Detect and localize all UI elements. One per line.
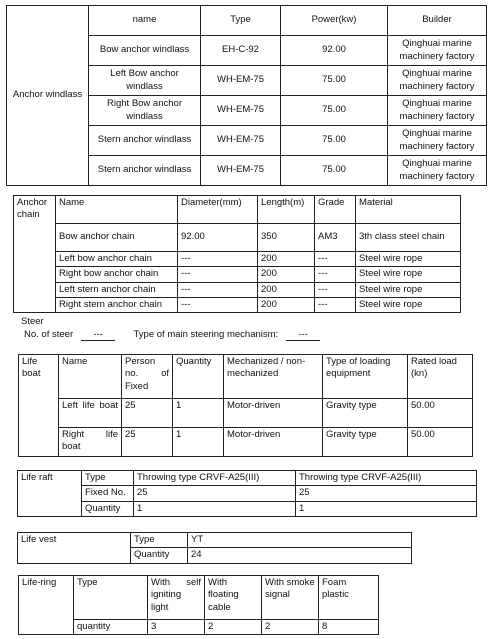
windlass-header-builder: Builder bbox=[388, 6, 487, 36]
chain-diameter: --- bbox=[178, 267, 258, 282]
lifeboat-header-loading: Type of loading equipment bbox=[323, 355, 408, 399]
lifering-quantity: 3 bbox=[148, 620, 205, 635]
chain-header-grade: Grade bbox=[315, 196, 356, 224]
lifering-type: With self igniting light bbox=[148, 576, 205, 620]
anchor-chain-table bbox=[13, 195, 461, 313]
liferaft-value: Throwing type CRVF-A25(III) bbox=[296, 471, 477, 486]
lifering-type-label: Type bbox=[74, 576, 148, 620]
lifeboat-person: 25 bbox=[122, 399, 173, 428]
lifering-quantity: 2 bbox=[205, 620, 262, 635]
windlass-type: WH-EM-75 bbox=[201, 126, 281, 156]
lifeboat-loading: Gravity type bbox=[323, 428, 408, 457]
windlass-name: Left Bow anchor windlass bbox=[89, 66, 201, 96]
lifeboat-mechanized: Motor-driven bbox=[224, 399, 323, 428]
lifevest-value: YT bbox=[188, 533, 412, 548]
chain-diameter: --- bbox=[178, 298, 258, 313]
lifering-type: With floating cable bbox=[205, 576, 262, 620]
table-row bbox=[18, 486, 477, 501]
lifeboat-header-quantity: Quantity bbox=[173, 355, 224, 399]
liferaft-value: 25 bbox=[134, 486, 296, 501]
liferaft-row-label: Type bbox=[82, 471, 134, 486]
table-row bbox=[14, 267, 461, 282]
windlass-type: WH-EM-75 bbox=[201, 96, 281, 126]
steer-title: Steer bbox=[21, 316, 44, 327]
chain-material: Steel wire rope bbox=[356, 252, 461, 267]
lifeboat-rated: 50.00 bbox=[408, 399, 473, 428]
windlass-name: Stern anchor windlass bbox=[89, 156, 201, 186]
steer-line bbox=[24, 329, 320, 341]
chain-header-name: Name bbox=[56, 196, 178, 224]
chain-length: 200 bbox=[258, 267, 315, 282]
chain-header-length: Length(m) bbox=[258, 196, 315, 224]
windlass-power: 92.00 bbox=[281, 36, 388, 66]
lifeboat-header-rated: Rated load (kn) bbox=[408, 355, 473, 399]
steer-type-value: --- bbox=[286, 329, 320, 341]
liferaft-table bbox=[17, 470, 477, 517]
steer-no-label: No. of steer bbox=[24, 329, 74, 340]
liferaft-group-label: Life raft bbox=[18, 471, 82, 517]
lifeboat-person: 25 bbox=[122, 428, 173, 457]
lifevest-group-label: Life vest bbox=[18, 533, 131, 564]
liferaft-row-label: Quantity bbox=[82, 501, 134, 516]
chain-material: 3th class steel chain bbox=[356, 224, 461, 252]
lifeboat-quantity: 1 bbox=[173, 399, 224, 428]
liferaft-row-label: Fixed No. bbox=[82, 486, 134, 501]
chain-diameter: 92.00 bbox=[178, 224, 258, 252]
chain-material: Steel wire rope bbox=[356, 267, 461, 282]
lifering-quantity: 8 bbox=[319, 620, 379, 635]
table-row bbox=[19, 399, 473, 428]
table-row bbox=[14, 252, 461, 267]
table-row bbox=[14, 298, 461, 313]
steer-no-value: --- bbox=[81, 329, 115, 341]
lifering-type: Foam plastic bbox=[319, 576, 379, 620]
chain-length: 200 bbox=[258, 298, 315, 313]
liferaft-value: 25 bbox=[296, 486, 477, 501]
windlass-builder: Qinghuai marine machinery factory bbox=[388, 156, 487, 186]
liferaft-value: 1 bbox=[134, 501, 296, 516]
chain-grade: --- bbox=[315, 298, 356, 313]
anchor-windlass-table bbox=[6, 5, 487, 186]
table-row bbox=[19, 428, 473, 457]
windlass-power: 75.00 bbox=[281, 126, 388, 156]
windlass-header-name: name bbox=[89, 6, 201, 36]
chain-grade: AM3 bbox=[315, 224, 356, 252]
lifeboat-header-mechanized: Mechanized / non-mechanized bbox=[224, 355, 323, 399]
chain-material: Steel wire rope bbox=[356, 298, 461, 313]
windlass-header-type: Type bbox=[201, 6, 281, 36]
windlass-name: Right Bow anchor windlass bbox=[89, 96, 201, 126]
lifevest-value: 24 bbox=[188, 548, 412, 563]
chain-diameter: --- bbox=[178, 282, 258, 297]
chain-header-diameter: Diameter(mm) bbox=[178, 196, 258, 224]
windlass-type: WH-EM-75 bbox=[201, 156, 281, 186]
windlass-power: 75.00 bbox=[281, 96, 388, 126]
lifevest-row-label: Type bbox=[131, 533, 188, 548]
table-row bbox=[14, 224, 461, 252]
windlass-name: Stern anchor windlass bbox=[89, 126, 201, 156]
table-row bbox=[18, 501, 477, 516]
windlass-power: 75.00 bbox=[281, 66, 388, 96]
chain-name: Right bow anchor chain bbox=[56, 267, 178, 282]
lifering-table bbox=[18, 575, 379, 635]
steer-type-label: Type of main steering mechanism: bbox=[133, 329, 279, 340]
lifeboat-mechanized: Motor-driven bbox=[224, 428, 323, 457]
lifeboat-group-label: Life boat bbox=[19, 355, 59, 457]
chain-length: 350 bbox=[258, 224, 315, 252]
chain-grade: --- bbox=[315, 252, 356, 267]
liferaft-value: 1 bbox=[296, 501, 477, 516]
lifeboat-rated: 50.00 bbox=[408, 428, 473, 457]
lifeboat-header-person: Person no. of Fixed bbox=[122, 355, 173, 399]
chain-length: 200 bbox=[258, 252, 315, 267]
windlass-power: 75.00 bbox=[281, 156, 388, 186]
liferaft-value: Throwing type CRVF-A25(III) bbox=[134, 471, 296, 486]
chain-length: 200 bbox=[258, 282, 315, 297]
lifevest-row-label: Quantity bbox=[131, 548, 188, 563]
chain-group-label: Anchor chain bbox=[14, 196, 56, 313]
lifering-quantity: 2 bbox=[262, 620, 319, 635]
chain-name: Left bow anchor chain bbox=[56, 252, 178, 267]
lifeboat-loading: Gravity type bbox=[323, 399, 408, 428]
windlass-builder: Qinghuai marine machinery factory bbox=[388, 96, 487, 126]
lifeboat-name: Right life boat bbox=[59, 428, 122, 457]
windlass-builder: Qinghuai marine machinery factory bbox=[388, 36, 487, 66]
chain-material: Steel wire rope bbox=[356, 282, 461, 297]
chain-name: Bow anchor chain bbox=[56, 224, 178, 252]
chain-grade: --- bbox=[315, 282, 356, 297]
lifering-group-label: Life-ring bbox=[19, 576, 74, 635]
windlass-name: Bow anchor windlass bbox=[89, 36, 201, 66]
lifering-quantity-label: quantity bbox=[74, 620, 148, 635]
lifering-type: With smoke signal bbox=[262, 576, 319, 620]
windlass-group-label: Anchor windlass bbox=[7, 6, 89, 186]
chain-diameter: --- bbox=[178, 252, 258, 267]
lifevest-table bbox=[17, 532, 412, 564]
windlass-builder: Qinghuai marine machinery factory bbox=[388, 66, 487, 96]
chain-grade: --- bbox=[315, 267, 356, 282]
chain-header-material: Material bbox=[356, 196, 461, 224]
lifeboat-header-name: Name bbox=[59, 355, 122, 399]
lifeboat-name: Left life boat bbox=[59, 399, 122, 428]
chain-name: Left stern anchor chain bbox=[56, 282, 178, 297]
windlass-type: WH-EM-75 bbox=[201, 66, 281, 96]
table-row bbox=[14, 282, 461, 297]
windlass-type: EH-C-92 bbox=[201, 36, 281, 66]
lifeboat-table bbox=[18, 354, 473, 457]
windlass-builder: Qinghuai marine machinery factory bbox=[388, 126, 487, 156]
chain-name: Right stern anchor chain bbox=[56, 298, 178, 313]
lifeboat-quantity: 1 bbox=[173, 428, 224, 457]
windlass-header-power: Power(kw) bbox=[281, 6, 388, 36]
